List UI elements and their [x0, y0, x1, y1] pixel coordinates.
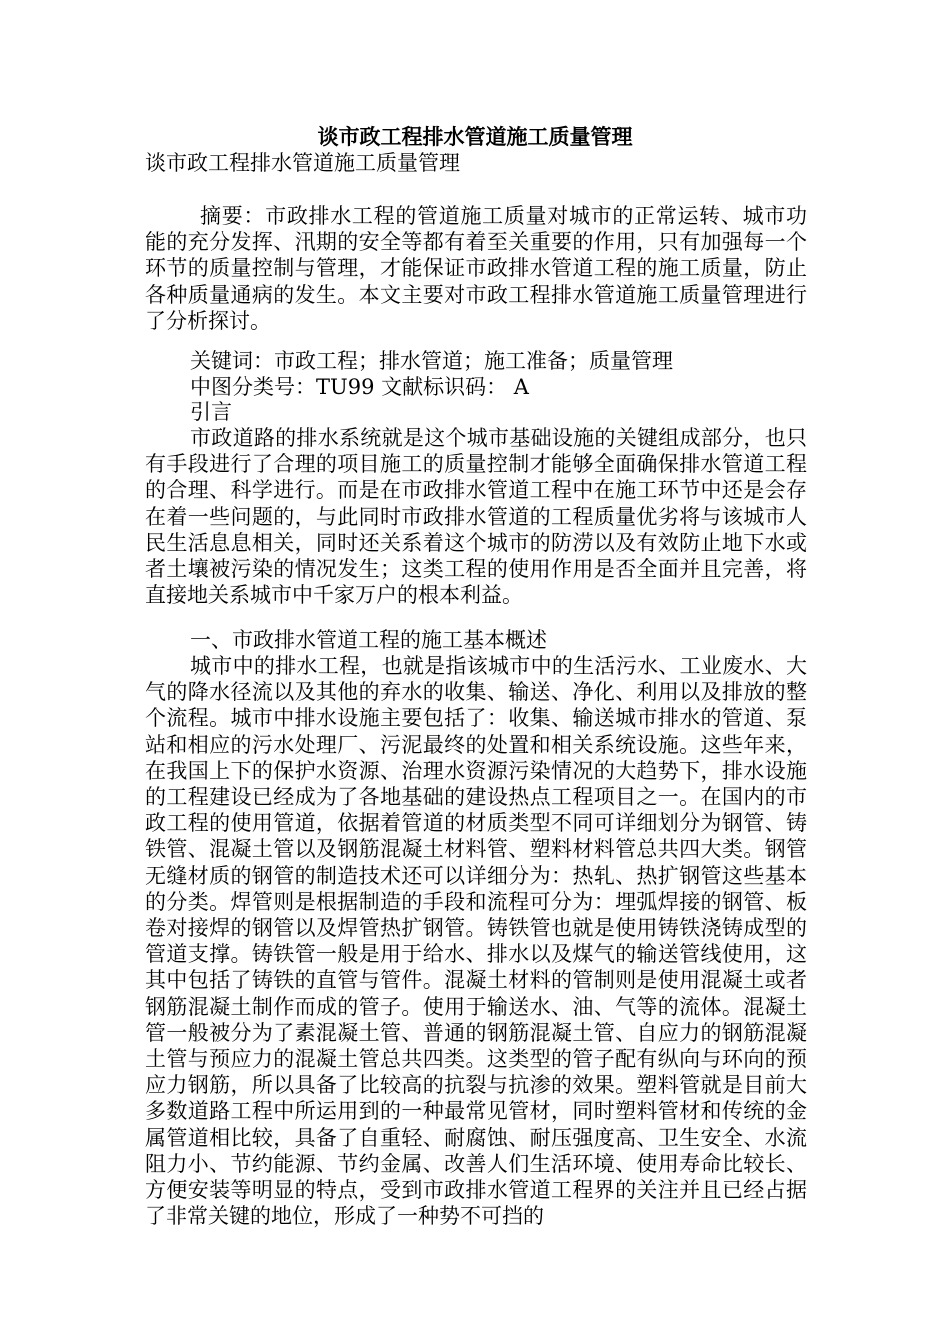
section1-paragraph: 城市中的排水工程，也就是指该城市中的生活污水、工业废水、大气的降水径流以及其他的弃水的收集、输送、净化、利用以及排放的整个流程。城市中排水设施主要包括了：收集、输送城市排水的管道、泵站和相应的污水处理厂、污泥最终的处置和相关系统设施。这些年来，在我国上下的保护水资源、治理水资源污染情况的大趋势下，排水设施的工程建设已经成为了各地基础的建设热点工程项目之一。在国内的市政工程的使用管道，依据着管道的材质类型不同可详细划分为钢管、铸铁管、混凝土管以及钢筋混凝土材料管、塑料材料管总共四大类。钢管无缝材质的钢管的制造技术还可以详细分为：热轧、热扩钢管这些基本的分类。焊管则是根据制造的手段和流程可分为：埋弧焊接的钢管、板卷对接焊的钢管以及焊管热扩钢管。铸铁管也就是使用铸铁浇铸成型的管道支撑。铸铁管一般是用于给水、排水以及煤气的输送管线使用，这其中包括了铸铁的直管与管件。混凝土材料的管制则是使用混凝土或者钢筋混凝土制作而成的管子。使用于输送水、油、气等的流体。混凝土管一般被分为了素混凝土管、普通的钢筋混凝土管、自应力的钢筋混凝土管与预应力的混凝土管总共四类。这类型的管子配有纵向与环向的预应力钢筋，所以具备了比较高的抗裂与抗渗的效果。塑料管就是目前大多数道路工程中所运用到的一种最常见管材，同时塑料管材和传统的金属管道相比较，具备了自重轻、耐腐蚀、耐压强度高、卫生安全、水流阻力小、节约能源、节约金属、改善人们生活环境、使用寿命比较长、方便安装等明显的特点，受到市政排水管道工程界的关注并且已经占据了非常关键的地位，形成了一种势不可挡的	[145, 654, 807, 1229]
document-subtitle: 谈市政工程排水管道施工质量管理	[145, 151, 460, 175]
abstract-paragraph: 摘要：市政排水工程的管道施工质量对城市的正常运转、城市功能的充分发挥、汛期的安全等都有着至关重要的作用，只有加强每一个环节的质量控制与管理，才能保证市政排水管道工程的施工质量，防止各种质量通病的发生。本文主要对市政工程排水管道施工质量管理进行了分析探讨。	[145, 204, 807, 333]
intro-heading: 引言	[190, 400, 232, 424]
section1-heading: 一、市政排水管道工程的施工基本概述	[190, 628, 547, 652]
document-title: 谈市政工程排水管道施工质量管理	[317, 124, 633, 149]
keywords-line: 关键词：市政工程；排水管道；施工准备；质量管理	[190, 349, 673, 373]
classification-line: 中图分类号：TU99 文献标识码： A	[190, 375, 529, 399]
intro-paragraph: 市政道路的排水系统就是这个城市基础设施的关键组成部分，也只有手段进行了合理的项目施工的质量控制才能够全面确保排水管道工程的合理、科学进行。而是在市政排水管道工程中在施工环节中还是会存在着一些问题的，与此同时市政排水管道的工程质量优劣将与该城市人民生活息息相关，同时还关系着这个城市的防涝以及有效防止地下水或者土壤被污染的情况发生；这类工程的使用作用是否全面并且完善，将直接地关系城市中千家万户的根本利益。	[145, 426, 807, 608]
